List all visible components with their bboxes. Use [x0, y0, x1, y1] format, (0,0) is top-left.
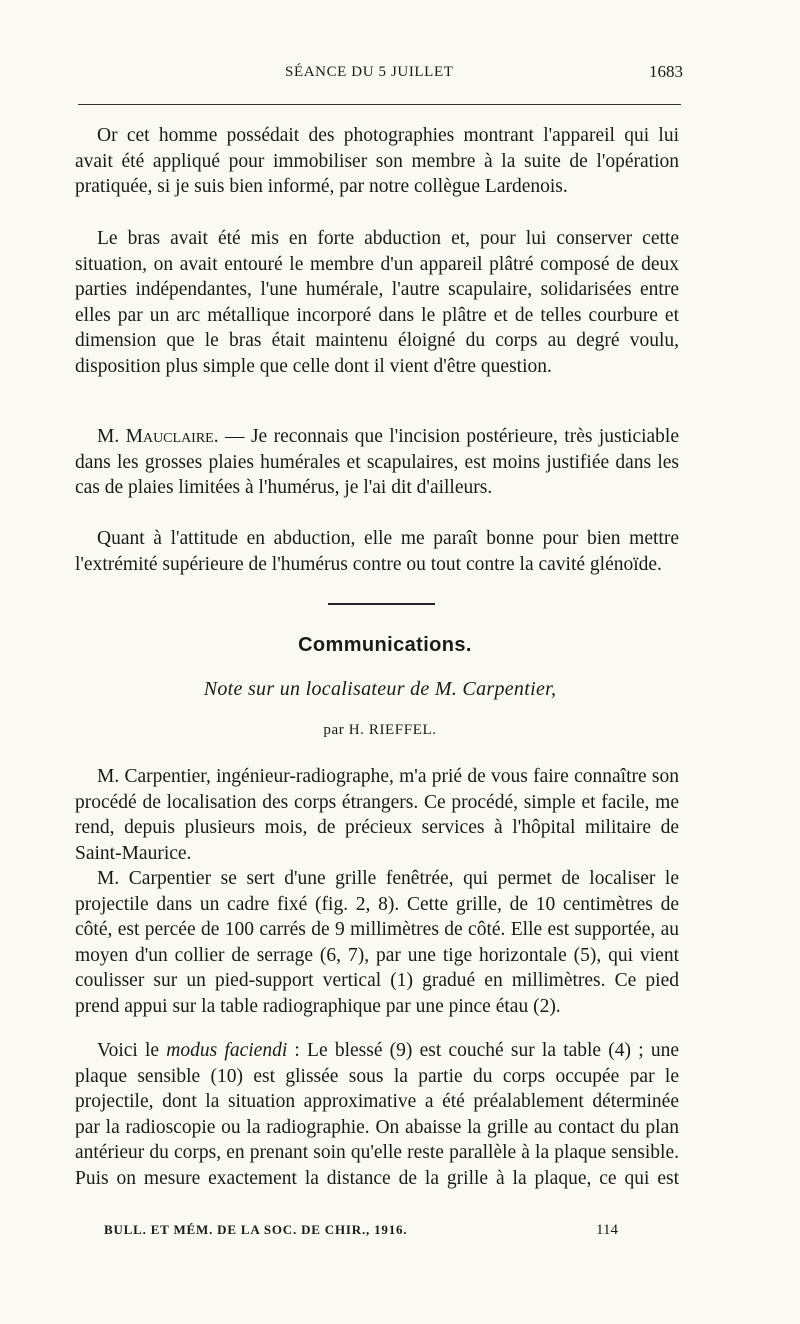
paragraph-photographs: Or cet homme possédait des photographies montrant l'appareil qui lui avait été appliqué pour immobiliser son membre à la suite de l'opération pratiquée, si je suis bien informé, par notre collègue Lardenois.	[75, 125, 679, 198]
modus-faciendi-italic: modus faciendi	[166, 1040, 288, 1061]
note-title: Note sur un localisateur de M. Carpentier,	[203, 678, 557, 700]
paragraph-grille: M. Carpentier se sert d'une grille fenêtrée, qui permet de localiser le projectile dans un cadre fixé (fig. 2, 8). Cette grille, de 10 centimètres de côté, est percée de 100 carrés de 9 millimètres de côté. Elle est supportée, au moyen d'un collier de serrage (6, 7), par une tige horizontale (5), qui vient coulisser sur un pied-support vertical (1) gradué en millimètres. Ce pied prend appui sur la table radiographique par une pince étau (2).	[75, 868, 679, 1017]
page-number: 1683	[649, 62, 683, 81]
paragraph-modus-faciendi	[75, 1038, 679, 1192]
modus-text-start: Voici le	[97, 1040, 167, 1061]
paragraph-attitude-abduction: Quant à l'attitude en abduction, elle me paraît bonne pour bien mettre l'extrémité supérieure de l'humérus contre ou tout contre la cavité glénoïde.	[75, 528, 679, 575]
note-author: par H. RIEFFEL.	[323, 722, 437, 738]
footer-signature: 114	[596, 1222, 618, 1238]
running-header-title: SÉANCE DU 5 JUILLET	[285, 64, 454, 80]
header-rule	[78, 104, 681, 105]
section-heading: Communications.	[298, 634, 472, 656]
paragraph-mauclaire-text: — Je reconnais que l'incision postérieure, très justiciable dans les grosses plaies humérales et scapulaires, est moins justifiée dans les cas de plaies limitées à l'humérus, je l'ai dit d'ailleurs.	[75, 426, 680, 499]
modus-text-rest: : Le blessé (9) est couché sur la table (4) ; une plaque sensible (10) est glissée sous la partie du corps occupée par le projectile, dont la situation approximative a été préalablement déterminée par la radioscopie ou la radiographie. On abaisse la grille au contact du plan antérieur du corps, en prenant soin qu'elle reste parallèle à la plaque sensible. Puis on mesure exactement la distance de la grille à la plaque, ce qui est	[75, 1040, 679, 1189]
speaker-name: M. Mauclaire.	[97, 426, 219, 447]
paragraph-mauclaire	[75, 424, 679, 501]
paragraph-carpentier-intro: M. Carpentier, ingénieur-radiographe, m'a prié de vous faire connaître son procédé de localisation des corps étrangers. Ce procédé, simple et facile, me rend, depuis plusieurs mois, de précieux services à l'hôpital militaire de Saint-Maurice.	[75, 766, 679, 864]
paragraph-bras-abduction: Le bras avait été mis en forte abduction et, pour lui conserver cette situation, on avait entouré le membre d'un appareil plâtré composé de deux parties indépendantes, l'une humérale, l'autre scapulaire, solidarisées entre elles par un arc métallique incorporé dans le plâtre et de telles courbure et dimension que le bras était maintenu éloigné du corps au degré voulu, disposition plus simple que celle dont il vient d'être question.	[75, 228, 679, 377]
footer-journal: BULL. ET MÉM. DE LA SOC. DE CHIR., 1916.	[104, 1222, 408, 1237]
section-separator-rule	[328, 603, 435, 605]
